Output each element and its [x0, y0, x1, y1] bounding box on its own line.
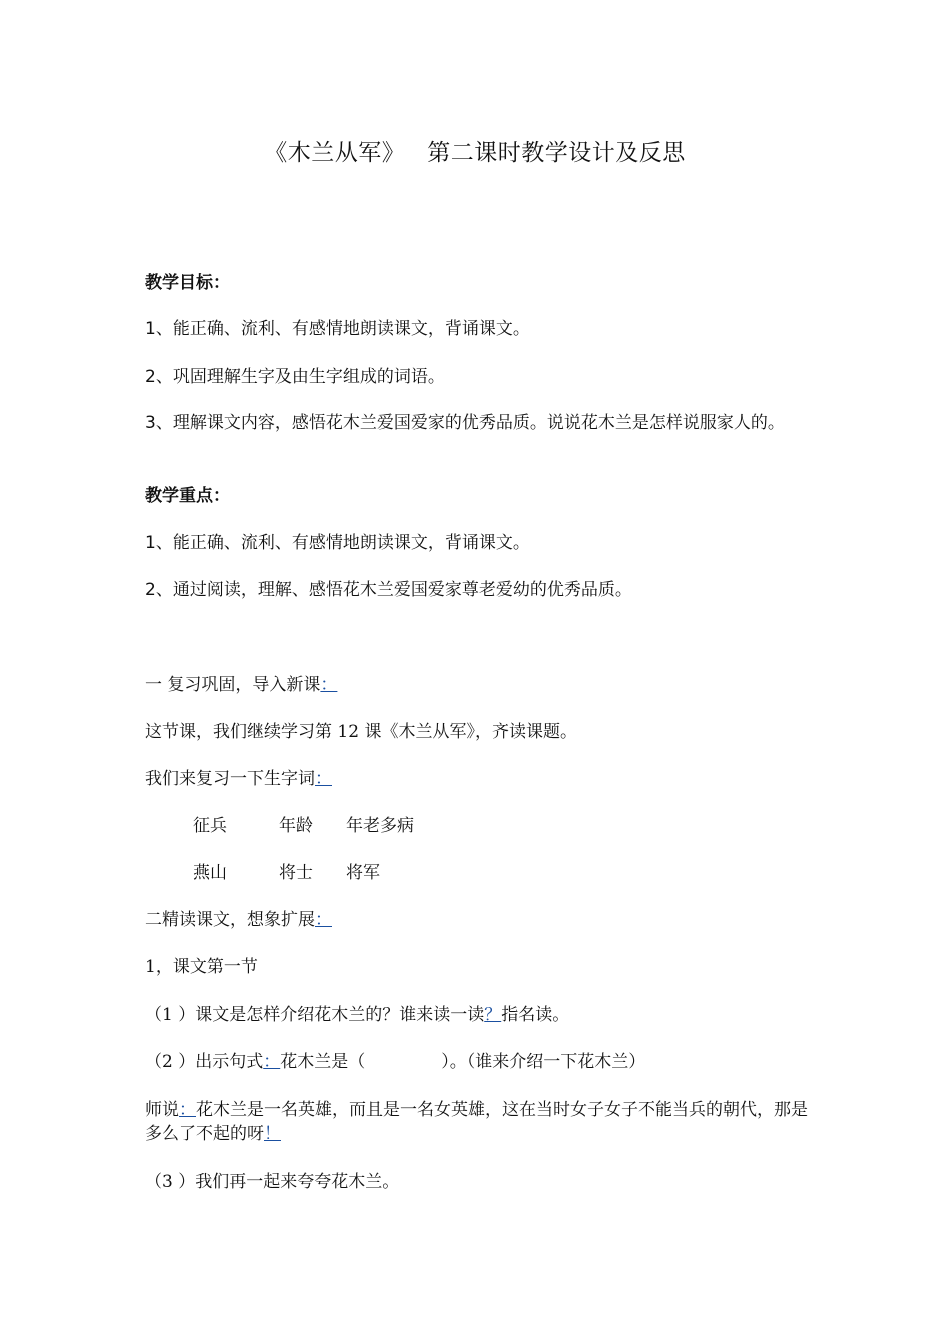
section-2-heading: 二精读课文，想象扩展： — [145, 910, 332, 930]
title-book-name: 《木兰从军》 — [264, 140, 406, 166]
objective-item-2: 2、巩固理解生字及由生字组成的词语。 — [145, 367, 445, 387]
vocab-word: 年龄 — [279, 816, 313, 836]
key-point-item-1: 1、能正确、流利、有感情地朗读课文，背诵课文。 — [145, 533, 530, 553]
objective-item-1: 1、能正确、流利、有感情地朗读课文，背诵课文。 — [145, 319, 530, 339]
objective-item-3: 3、理解课文内容，感悟花木兰爱国爱家的优秀品质。说说花木兰是怎样说服家人的。 — [145, 413, 785, 433]
key-points-heading: 教学重点： — [145, 486, 230, 506]
title-subtitle: 第二课时教学设计及反思 — [427, 140, 686, 166]
question-1: （1 ）课文是怎样介绍花木兰的？谁来读一读？指名读。 — [145, 1005, 570, 1025]
objectives-heading: 教学目标： — [145, 273, 230, 293]
subsection-1-title: 1，课文第一节 — [145, 957, 258, 977]
vocab-word: 将军 — [346, 863, 380, 883]
vocab-word: 燕山 — [193, 863, 227, 883]
vocab-word: 年老多病 — [346, 816, 414, 836]
vocab-word: 征兵 — [193, 816, 227, 836]
section-1-intro: 这节课，我们继续学习第 12 课《木兰从军》，齐读课题。 — [145, 722, 577, 742]
vocab-prompt: 我们来复习一下生字词： — [145, 769, 332, 789]
question-3: （3 ）我们再一起来夸夸花木兰。 — [145, 1172, 400, 1192]
question-2: （2 ）出示句式：花木兰是（ ）。（谁来介绍一下花木兰） — [145, 1052, 646, 1072]
key-point-item-2: 2、通过阅读，理解、感悟花木兰爱国爱家尊老爱幼的优秀品质。 — [145, 580, 632, 600]
vocab-word: 将士 — [279, 863, 313, 883]
teacher-remark: 师说：花木兰是一名英雄，而且是一名女英雄，这在当时女子女子不能当兵的朝代，那是多么了不起的呀！ — [145, 1100, 808, 1144]
section-1-heading: 一 复习巩固，导入新课： — [145, 675, 338, 695]
document-title — [0, 134, 950, 167]
